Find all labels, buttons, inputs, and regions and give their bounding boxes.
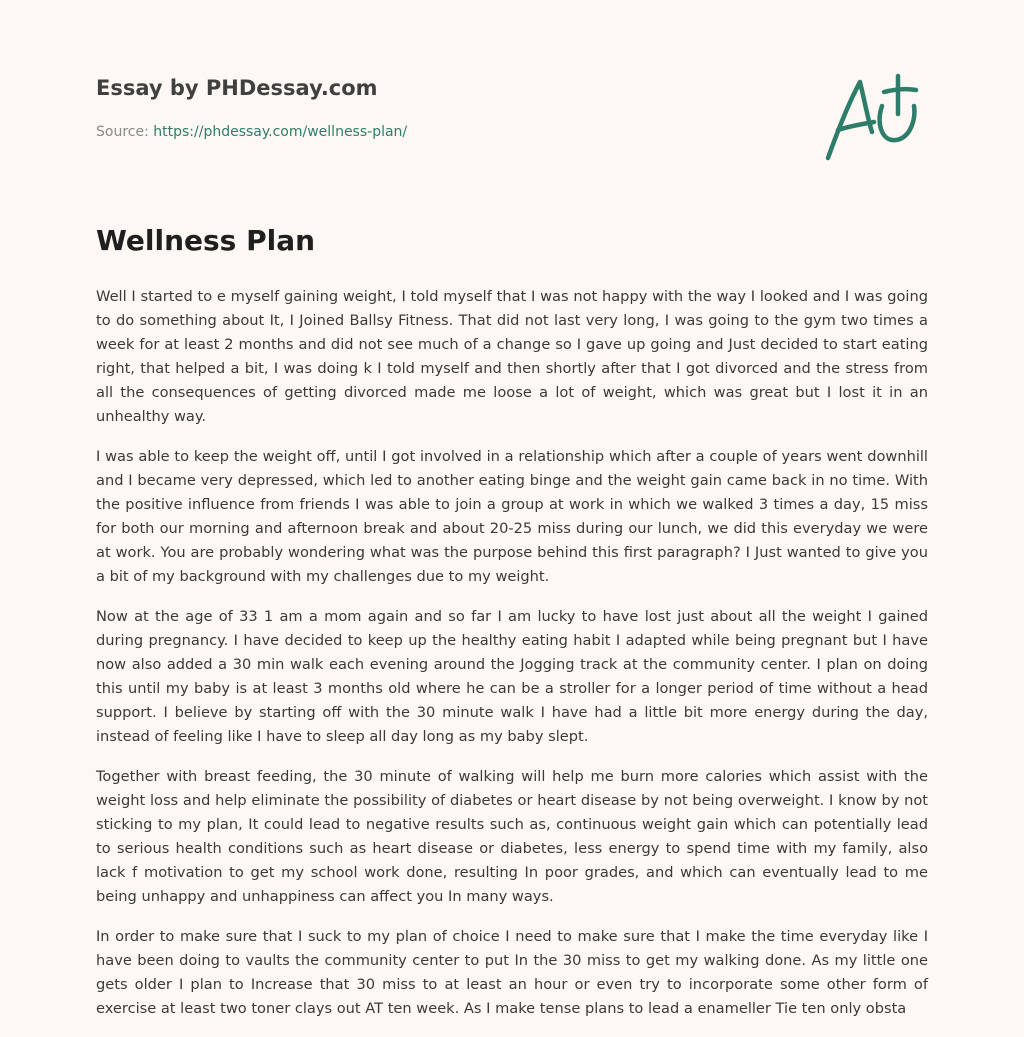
essay-title: Wellness Plan [96,224,316,257]
source-label: Source: [96,124,154,140]
essay-paragraph: I was able to keep the weight off, until I got involved in a relationship which after a couple of years went downhill and I became very depressed, which led to another eating binge and the weight gain came back in no time. With the positive influence from friends I was able to join a group at work in which we walked 3 times a day, 15 miss for both our morning and afternoon break and about 20-25 miss during our lunch, we did this everyday we were at work. You are probably wondering what was the purpose behind this first paragraph? I Just wanted to give you a bit of my background with my challenges due to my weight. [96,448,928,585]
essay-paragraph: In order to make sure that I suck to my plan of choice I need to make sure that I make the time everyday like I have been doing to vaults the community center to put In the 30 miss to get my walking done. As my little one gets older I plan to Increase that 30 miss to at least an hour or even try to incorporate some other form of exercise at least two toner clays out AT ten week. As I make tense plans to lead a enameller Tie ten only obsta [96,928,928,1017]
essay-paragraph: Well I started to e myself gaining weight, I told myself that I was not happy with the way I looked and I was going to do something about It, I Joined Ballsy Fitness. That did not last very long, I was going to the gym two times a week for at least 2 months and did not see much of a change so I gave up going and Just decided to start eating right, that helped a bit, I was doing k I told myself and then shortly after that I got divorced and the stress from all the consequences of getting divorced made me loose a lot of weight, which was great but I lost it in an unhealthy way. [96,288,928,425]
essay-paragraph: Together with breast feeding, the 30 minute of walking will help me burn more calories which assist with the weight loss and help eliminate the possibility of diabetes or heart disease by not being overweight. I know by not sticking to my plan, It could lead to negative results such as, continuous weight gain which can potentially lead to serious health conditions such as heart disease or diabetes, less energy to spend time with my family, also lack f motivation to get my school work done, resulting In poor grades, and which can eventually lead to me being unhappy and unhappiness can affect you In many ways. [96,768,928,905]
essay-body [96,285,928,1037]
brand-title: Essay by PHDessay.com [96,76,378,100]
source-line [96,124,407,140]
source-link[interactable]: https://phdessay.com/wellness-plan/ [153,124,408,140]
a-plus-logo-icon [820,68,924,164]
essay-paragraph: Now at the age of 33 1 am a mom again and so far I am lucky to have lost just about all the weight I gained during pregnancy. I have decided to keep up the healthy eating habit I adapted while being pregnant but I have now also added a 30 min walk each evening around the Jogging track at the community center. I plan on doing this until my baby is at least 3 months old where he can be a stroller for a longer period of time without a head support. I believe by starting off with the 30 minute walk I have had a little bit more energy during the day, instead of feeling like I have to sleep all day long as my baby slept. [96,608,928,745]
